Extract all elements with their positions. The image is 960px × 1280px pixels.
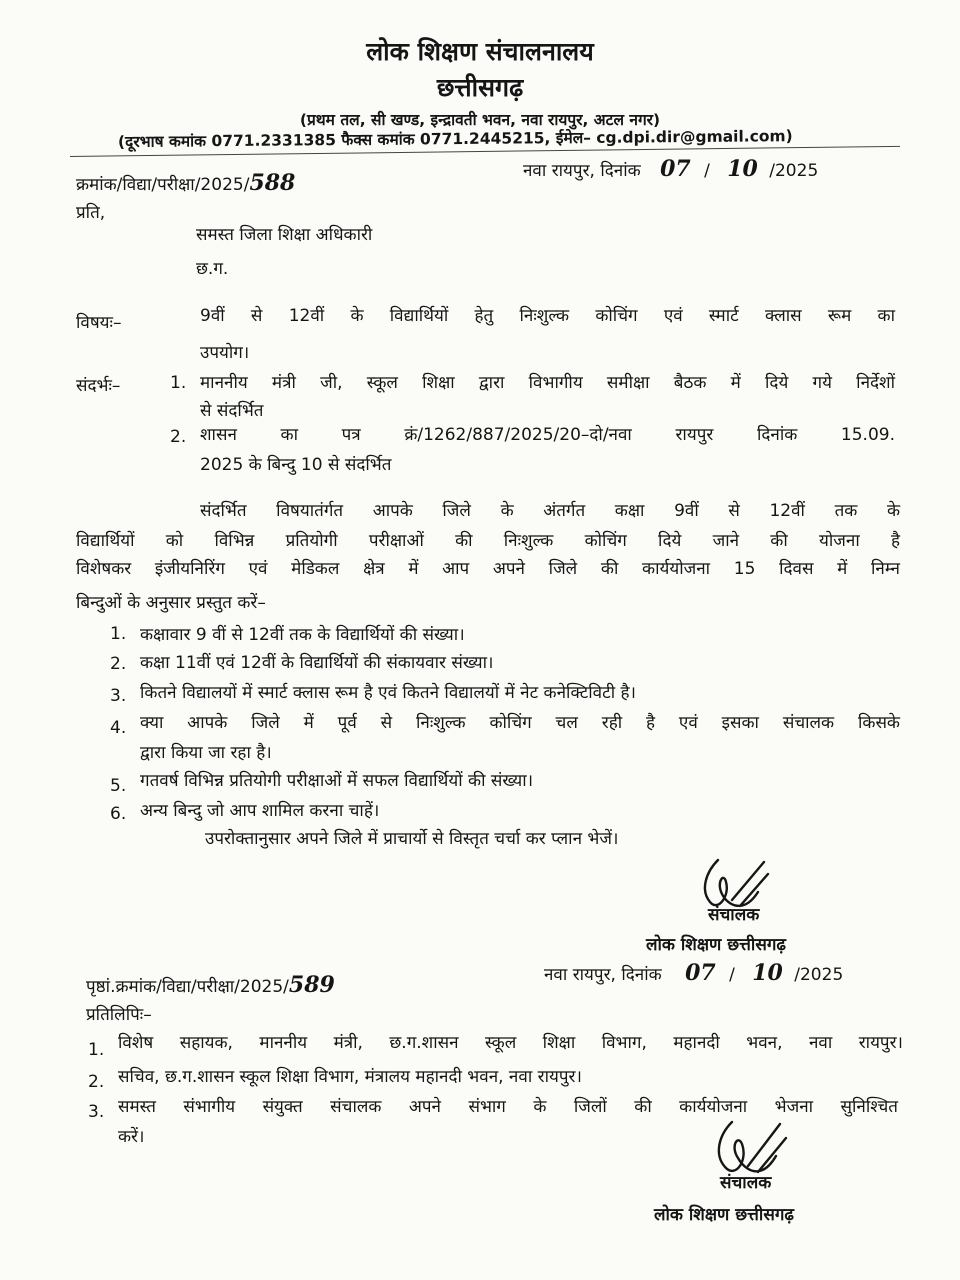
point-4-text-continued: द्वारा किया जा रहा है।	[140, 743, 272, 763]
reference-label: संदर्भः–	[76, 376, 121, 396]
signatory-title-2: संचालक	[720, 1173, 772, 1193]
office-name: लोक शिक्षण संचालनालय	[366, 37, 594, 66]
endorsement-number: पृष्ठां.क्रमांक/विद्या/परीक्षा/2025/589	[86, 972, 335, 998]
body-line-2: विद्यार्थियों को विभिन्न प्रतियोगी परीक्षाओं की निःशुल्क कोचिंग दिये जाने की योजना है	[76, 531, 900, 551]
subject-line-1: 9वीं से 12वीं के विद्यार्थियों हेतु निःशुल्क कोचिंग एवं स्मार्ट क्लास रूम का	[200, 306, 895, 326]
state-name: छत्तीसगढ़	[436, 73, 524, 102]
reference-2-line-1: शासन का पत्र क्रं/1262/887/2025/20–दो/नवा रायपुर दिनांक 15.09.	[200, 425, 895, 445]
reference-1-number: 1.	[170, 373, 187, 393]
point-4-text: क्या आपके जिले में पूर्व से निःशुल्क कोचिंग चल रही है एवं इसका संचालक किसके	[140, 713, 900, 733]
signatory-title-1: संचालक	[708, 905, 760, 925]
body-line-3: विशेषकर इंजीयनिरिंग एवं मेडिकल क्षेत्र में आप अपने जिले की कार्ययोजना 15 दिवस में निम्न	[76, 559, 900, 579]
point-6-number: 6.	[110, 804, 127, 824]
point-4-number: 4.	[110, 718, 127, 738]
point-1-number: 1.	[110, 624, 127, 644]
reference-2-number: 2.	[170, 427, 187, 447]
copy-3-text: समस्त संभागीय संयुक्त संचालक अपने संभाग के जिलों की कार्ययोजना भेजना सुनिश्चित	[118, 1097, 898, 1117]
to-label: प्रति,	[76, 203, 106, 223]
copy-2-text: सचिव, छ.ग.शासन स्कूल शिक्षा विभाग, मंत्रालय महानदी भवन, नवा रायपुर।	[118, 1067, 582, 1087]
office-contact: (दूरभाष कमांक 0771.2331385 फैक्स कमांक 0771.2445215, ईमेल– cg.dpi.dir@gmail.com)	[117, 127, 793, 151]
point-3-number: 3.	[110, 686, 127, 706]
signatory-office-1: लोक शिक्षण छत्तीसगढ़	[646, 935, 786, 955]
copy-1-number: 1.	[88, 1040, 105, 1060]
body-line-1: संदर्भित विषयातंर्गत आपके जिले के अंतर्गत कक्षा 9वीं से 12वीं तक के	[200, 501, 900, 521]
letter-number: क्रमांक/विद्या/परीक्षा/2025/588	[76, 170, 296, 196]
copy-label: प्रतिलिपिः–	[86, 1005, 152, 1025]
reference-1-line-2: से संदर्भित	[200, 401, 264, 421]
point-5-number: 5.	[110, 776, 127, 796]
endorsement-place-date: नवा रायपुर, दिनांक 07 / 10 /2025	[544, 960, 844, 986]
copy-3-text-continued: करें।	[118, 1127, 145, 1147]
reference-1-line-1: माननीय मंत्री जी, स्कूल शिक्षा द्वारा विभागीय समीक्षा बैठक में दिये गये निर्देशों	[200, 373, 895, 393]
handwritten-endorsement-month: 10	[752, 960, 783, 986]
point-5-text: गतवर्ष विभिन्न प्रतियोगी परीक्षाओं में सफल विद्यार्थियों की संख्या।	[140, 771, 534, 791]
point-2-text: कक्षा 11वीं एवं 12वीं के विद्यार्थियों की संकायवार संख्या।	[140, 653, 494, 673]
copy-2-number: 2.	[88, 1072, 105, 1092]
point-1-text: कक्षावार 9 वीं से 12वीं तक के विद्यार्थियों की संख्या।	[140, 625, 465, 645]
subject-label: विषयः–	[76, 313, 122, 333]
handwritten-number: 588	[249, 170, 296, 196]
point-6-text: अन्य बिन्दु जो आप शामिल करना चाहें।	[140, 801, 380, 821]
body-line-4: बिन्दुओं के अनुसार प्रस्तुत करें–	[76, 593, 266, 613]
recipient-place: छ.ग.	[196, 259, 229, 279]
handwritten-endorsement-day: 07	[685, 960, 716, 986]
point-3-text: कितने विद्यालयों में स्मार्ट क्लास रूम है एवं कितने विद्यालयों में नेट कनेक्टिविटी है।	[140, 683, 636, 703]
handwritten-day: 07	[660, 156, 691, 182]
copy-3-number: 3.	[88, 1102, 105, 1122]
closing-line: उपरोक्तानुसार अपने जिले में प्राचार्यो से विस्तृत चर्चा कर प्लान भेजें।	[205, 829, 619, 849]
handwritten-month: 10	[727, 156, 758, 182]
subject-line-2: उपयोग।	[200, 343, 250, 363]
reference-2-line-2: 2025 के बिन्दु 10 से संदर्भित	[200, 455, 392, 475]
office-address: (प्रथम तल, सी खण्ड, इन्द्रावती भवन, नवा रायपुर, अटल नगर)	[299, 111, 661, 129]
point-2-number: 2.	[110, 654, 127, 674]
place-date: नवा रायपुर, दिनांक 07 / 10 /2025	[523, 156, 819, 182]
handwritten-endorsement-number: 589	[288, 972, 335, 998]
recipient-name: समस्त जिला शिक्षा अधिकारी	[196, 225, 373, 245]
signatory-office-2: लोक शिक्षण छत्तीसगढ़	[654, 1205, 794, 1225]
copy-1-text: विशेष सहायक, माननीय मंत्री, छ.ग.शासन स्कूल शिक्षा विभाग, महानदी भवन, नवा रायपुर।	[118, 1033, 903, 1053]
